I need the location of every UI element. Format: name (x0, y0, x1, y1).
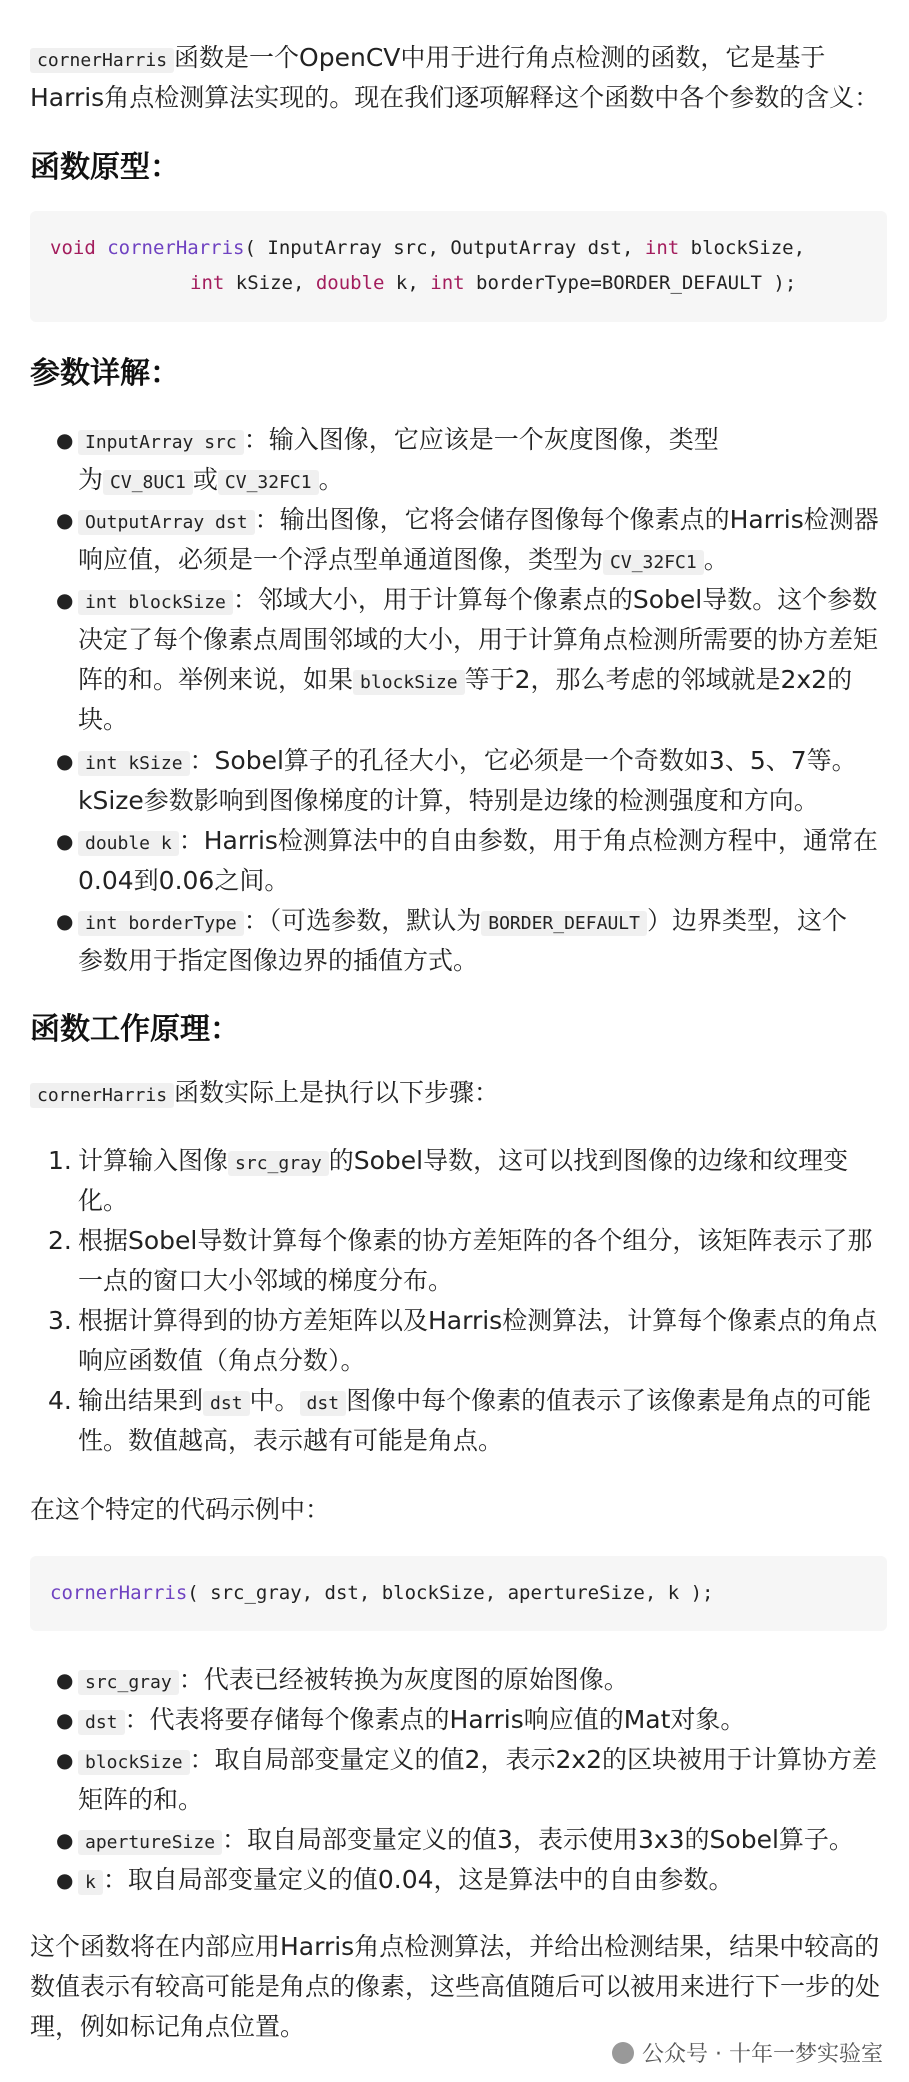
bullet: ● (56, 909, 74, 933)
list-item-cont: 为 CV_8UC1 或 CV_32FC1 。 (78, 465, 344, 494)
heading-prototype: 函数原型： (30, 150, 180, 185)
conclusion-line: 数值表示有较高可能是角点的像素，这些高值随后可以被用来进行下一步的处 (30, 1972, 881, 2001)
bullet: ● (56, 829, 74, 853)
list-item-cont: 响应值，必须是一个浮点型单通道图像，类型为 CV_32FC1 。 (78, 545, 729, 574)
conclusion-line: 这个函数将在内部应用Harris角点检测算法，并给出检测结果，结果中较高的 (30, 1932, 880, 1961)
list-item-cont: 参数用于指定图像边界的插值方式。 (78, 946, 479, 975)
list-item-cont: kSize参数影响到图像梯度的计算，特别是边缘的检测强度和方向。 (78, 786, 819, 815)
list-item-cont: 一点的窗口大小邻域的梯度分布。 (78, 1266, 454, 1295)
bullet: ● (56, 508, 74, 532)
list-item: src_gray ：代表已经被转换为灰度图的原始图像。 (78, 1660, 629, 1703)
list-item: InputArray src ：输入图像，它应该是一个灰度图像，类型 (78, 420, 719, 463)
bullet: ● (56, 428, 74, 452)
bullet: ● (56, 1868, 74, 1892)
list-item: int borderType ：（可选参数，默认为 BORDER_DEFAULT ）边界类型，这个 (78, 901, 847, 944)
code-line: cornerHarris( src_gray, dst, blockSize, apertureSize, k ); (50, 1582, 714, 1604)
conclusion-line: 理，例如标记角点位置。 (30, 2012, 306, 2041)
list-item: double k ：Harris检测算法中的自由参数，用于角点检测方程中，通常在 (78, 821, 878, 864)
list-item: int blockSize ：邻域大小，用于计算每个像素点的Sobel导数。这个参数 (78, 580, 877, 623)
list-item: 计算输入图像 src_gray 的Sobel导数，这可以找到图像的边缘和纹理变 (78, 1146, 849, 1175)
list-item-cont: 矩阵的和。 (78, 1785, 204, 1814)
list-item: k ：取自局部变量定义的值0.04，这是算法中的自由参数。 (78, 1860, 734, 1903)
bullet: ● (56, 588, 74, 612)
heading-params: 参数详解： (30, 356, 180, 391)
bullet: ● (56, 1668, 74, 1692)
step-number: 3. (48, 1306, 72, 1335)
step-number: 4. (48, 1386, 72, 1415)
list-item: blockSize ：取自局部变量定义的值2，表示2x2的区块被用于计算协方差 (78, 1740, 877, 1783)
code-line: int kSize, double k, int borderType=BORDER_DEFAULT ); (190, 272, 797, 294)
bullet: ● (56, 749, 74, 773)
list-item: 根据计算得到的协方差矩阵以及Harris检测算法，计算每个像素点的角点 (78, 1306, 878, 1335)
heading-principle: 函数工作原理： (30, 1012, 240, 1047)
code-block-example (30, 1556, 887, 1631)
principle-intro: cornerHarris 函数实际上是执行以下步骤： (30, 1073, 499, 1116)
intro-line-1: cornerHarris 函数是一个OpenCV中用于进行角点检测的函数，它是基于 (30, 38, 825, 81)
example-intro: 在这个特定的代码示例中： (30, 1495, 331, 1524)
list-item-cont: 0.04到0.06之间。 (78, 866, 290, 895)
intro-line-2: Harris角点检测算法实现的。现在我们逐项解释这个函数中各个参数的含义： (30, 83, 880, 112)
list-item: dst ：代表将要存储每个像素点的Harris响应值的Mat对象。 (78, 1700, 745, 1743)
list-item-cont: 化。 (78, 1186, 129, 1215)
list-item-cont: 决定了每个像素点周围邻域的大小，用于计算角点检测所需要的协方差矩 (78, 625, 879, 654)
step-number: 1. (48, 1146, 72, 1175)
list-item: apertureSize ：取自局部变量定义的值3，表示使用3x3的Sobel算子。 (78, 1820, 854, 1863)
list-item-cont: 响应函数值（角点分数）。 (78, 1346, 366, 1375)
bullet: ● (56, 1708, 74, 1732)
watermark: 公众号 · 十年一梦实验室 (612, 2040, 883, 2070)
bullet: ● (56, 1748, 74, 1772)
wechat-icon (612, 2042, 634, 2064)
list-item: int kSize ：Sobel算子的孔径大小，它必须是一个奇数如3、5、7等。 (78, 741, 857, 784)
list-item-cont: 性。数值越高，表示越有可能是角点。 (78, 1426, 504, 1455)
list-item: OutputArray dst ：输出图像，它将会储存图像每个像素点的Harris检测器 (78, 500, 879, 543)
code-line: void cornerHarris( InputArray src, OutputArray dst, int blockSize, (50, 237, 806, 259)
code-block-prototype (30, 211, 887, 322)
list-item-cont: 阵的和。举例来说，如果 blockSize 等于2，那么考虑的邻域就是2x2的 (78, 665, 853, 694)
list-item-cont: 块。 (78, 705, 129, 734)
list-item: 根据Sobel导数计算每个像素的协方差矩阵的各个组分，该矩阵表示了那 (78, 1226, 873, 1255)
list-item: 输出结果到 dst 中。 dst 图像中每个像素的值表示了该像素是角点的可能 (78, 1386, 872, 1415)
inline-code: cornerHarris (30, 48, 174, 73)
bullet: ● (56, 1828, 74, 1852)
step-number: 2. (48, 1226, 72, 1255)
